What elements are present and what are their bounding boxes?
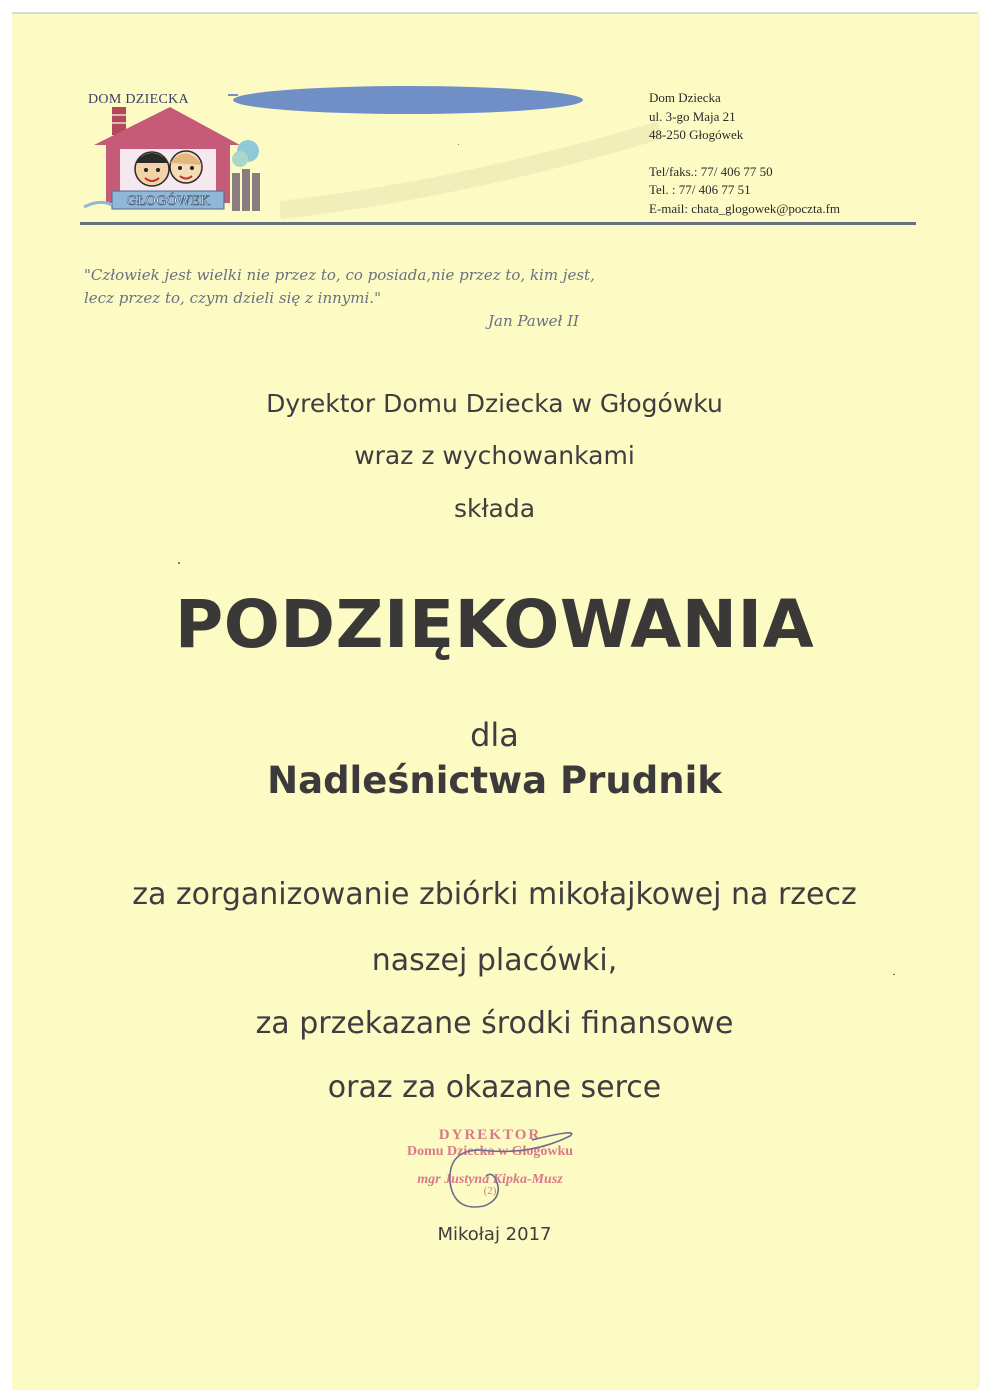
document-title: PODZIĘKOWANIA <box>174 586 815 663</box>
quote-author: Jan Paweł II <box>488 312 579 330</box>
body-line-1: Dyrektor Domu Dziecka w Głogówku <box>266 389 723 418</box>
reason-line-1: za zorganizowanie zbiórki mikołajkowej na rzecz <box>132 877 857 912</box>
logo-sign-text: GŁOGÓWEK <box>126 194 210 209</box>
quote <box>84 264 684 310</box>
body-line-3: składa <box>453 494 536 523</box>
quote-line-2: lecz przez to, czym dzieli się z innymi." <box>84 289 381 307</box>
scan-speck <box>458 144 459 145</box>
stamp-number: (2) <box>483 1185 497 1197</box>
contact-fax: Tel/faks.: 77/ 406 77 50 <box>649 163 773 179</box>
stamp-title: DYREKTOR <box>438 1127 542 1143</box>
contact-phone: Tel. : 77/ 406 77 51 <box>649 182 751 197</box>
scan-speck <box>178 562 180 564</box>
scan-edge <box>977 12 981 1388</box>
header-swoosh <box>280 110 660 220</box>
for-word: dla <box>470 716 519 754</box>
logo-title: DOM DZIECKA <box>88 92 189 107</box>
handwritten-signature <box>440 1126 590 1226</box>
contact-email: E-mail: chata_glogowek@poczta.fm <box>649 200 841 216</box>
reason-line-2: naszej placówki, <box>371 943 618 978</box>
reason-line-4: oraz za okazane serce <box>327 1070 662 1105</box>
header-oval <box>228 85 583 115</box>
contact-street: ul. 3-go Maja 21 <box>649 108 736 124</box>
stamp-institution: Domu Dziecka w Głogówku <box>406 1144 574 1159</box>
header-divider <box>80 222 916 225</box>
contact-name: Dom Dziecka <box>649 90 721 105</box>
body-line-2: wraz z wychowankami <box>354 441 635 470</box>
recipient-name: Nadleśnictwa Prudnik <box>267 759 722 802</box>
scan-speck <box>893 974 895 975</box>
quote-line-1: "Człowiek jest wielki nie przez to, co posiada,nie przez to, kim jest, <box>84 266 595 284</box>
date: Mikołaj 2017 <box>437 1224 552 1245</box>
contact-block <box>649 89 919 218</box>
reason-line-3: za przekazane środki finansowe <box>255 1006 734 1041</box>
house-logo-icon <box>80 85 280 215</box>
contact-city: 48-250 Głogówek <box>649 127 744 142</box>
stamp-person: mgr Justyna Kipka-Musz <box>417 1172 563 1187</box>
